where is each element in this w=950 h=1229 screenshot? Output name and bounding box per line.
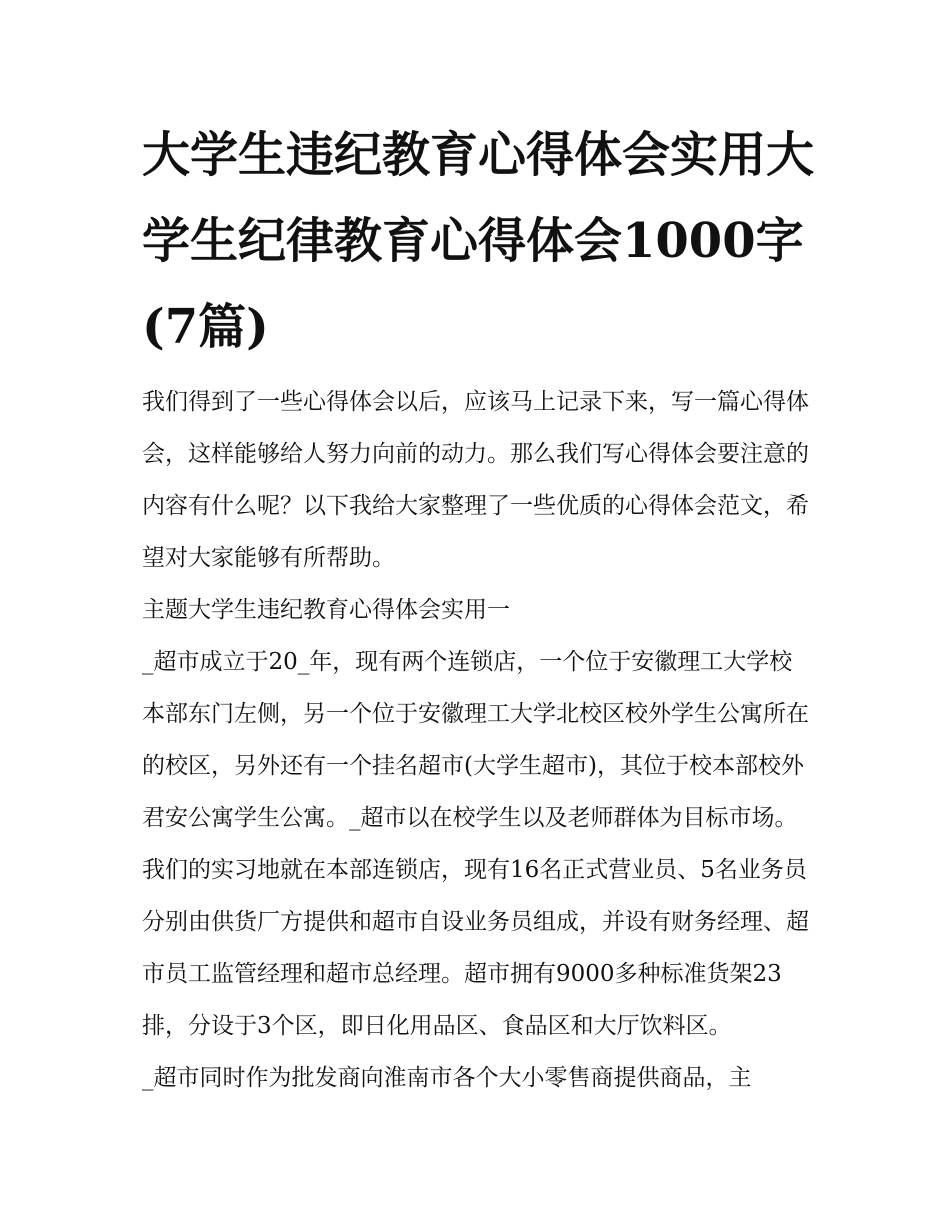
document-page — [142, 112, 814, 1104]
body-paragraph-2: _超市同时作为批发商向淮南市各个大小零售商提供商品，主 — [142, 1065, 752, 1091]
intro-paragraph: 我们得到了一些心得体会以后，应该马上记录下来，写一篇心得体会，这样能够给人努力向前的动力。那么我们写心得体会要注意的内容有什么呢？以下我给大家整理了一些优质的心得体会范文，希望对大家能够有所帮助。 — [142, 389, 809, 571]
body-paragraph-1: _超市成立于20_年，现有两个连锁店，一个位于安徽理工大学校本部东门左侧，另一个位于安徽理工大学北校区校外学生公寓所在的校区，另外还有一个挂名超市(大学生超市)，其位于校本部校外君安公寓学生公寓。_超市以在校学生以及老师群体为目标市场。我们的实习地就在本部连锁店，现有16名正式营业员、5名业务员分别由供货厂方提供和超市自设业务员组成，并设有财务经理、超市员工监管经理和超市总经理。超市拥有9000多种标准货架23排，分设于3个区，即日化用品区、食品区和大厅饮料区。 — [142, 649, 809, 1039]
document-title: 大学生违纪教育心得体会实用大学生纪律教育心得体会1000字(7篇) — [142, 127, 815, 355]
section-heading: 主题大学生违纪教育心得体会实用一 — [142, 597, 510, 623]
